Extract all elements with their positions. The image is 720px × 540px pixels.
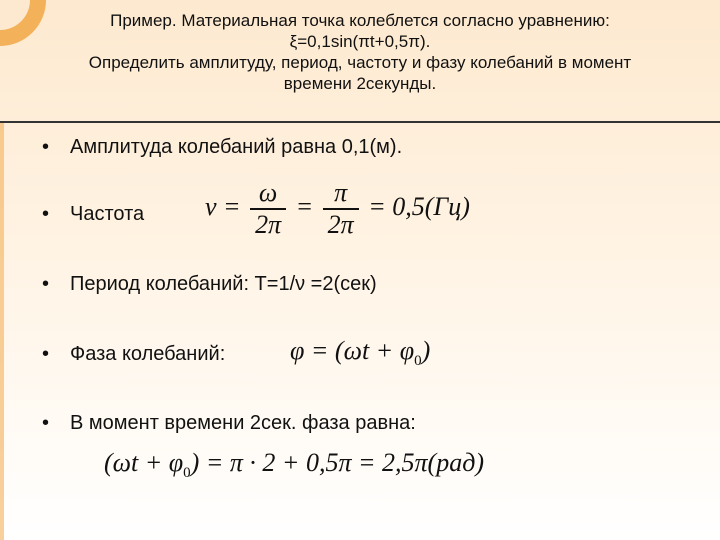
title-divider [0,121,720,123]
title-line-4: времени 2секунды. [283,74,437,93]
frequency-formula [205,178,470,240]
title-line-1: Пример. Материальная точка колеблется согласно уравнению: [110,11,610,30]
phase-value-rhs: ) = π · 2 + 0,5π = 2,5π(рад) [190,448,485,477]
bullet-text: Амплитуда колебаний равна 0,1(м). [70,136,403,158]
fraction-numerator: ω [250,178,286,210]
bullet-marker: • [42,343,50,365]
left-accent-strip [0,123,4,540]
frequency-rhs: = 0,5(Гц) [368,191,470,221]
phase-value-formula [104,448,484,482]
fraction-omega-2pi [250,178,286,240]
fraction-pi-2pi [323,178,359,240]
fraction-denominator: 2π [255,210,282,239]
bullet-phase [42,342,225,366]
frequency-lhs: ν = [205,191,241,221]
bullet-amplitude [42,135,402,159]
bullet-period [42,272,377,296]
bullet-text: Период колебаний: Т=1/ν =2(сек) [70,273,377,295]
phase-formula [290,336,430,370]
phase-lhs: φ = (ωt + φ [290,336,415,365]
bullet-text: В момент времени 2сек. фаза равна: [70,412,416,434]
title-line-2: ξ=0,1sin(πt+0,5π). [289,32,431,51]
bullet-marker: • [42,412,50,434]
bullet-marker: • [42,136,50,158]
bullet-marker: • [42,203,50,225]
phase-rhs: ) [421,336,431,365]
phase-subscript: 0 [414,353,422,369]
phase-value-lhs: (ωt + φ [104,448,184,477]
title-line-3: Определить амплитуду, период, частоту и фазу колебаний в момент [88,53,632,72]
fraction-denominator: 2π [327,210,354,239]
bullet-text: Частота [70,203,145,225]
fraction-numerator: π [323,178,359,210]
slide-title [20,10,700,94]
equals-sign: = [295,191,314,221]
bullet-marker: • [42,273,50,295]
bullet-phase-value [42,411,416,435]
bullet-text: Фаза колебаний: [70,343,226,365]
bullet-frequency [42,202,144,226]
phase-value-subscript: 0 [183,465,191,481]
